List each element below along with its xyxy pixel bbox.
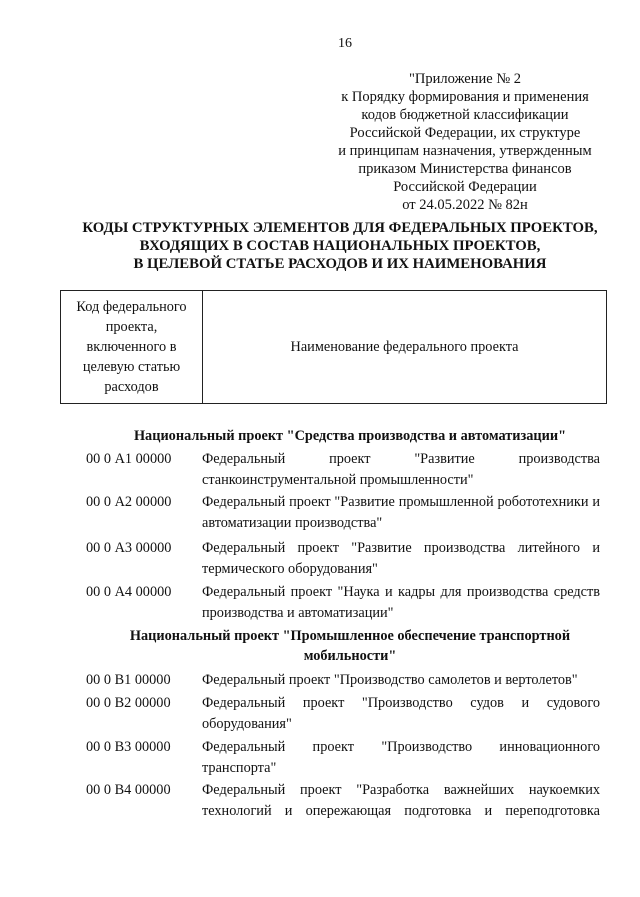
appendix-line: Российской Федерации, их структуре [349, 125, 581, 141]
header-code-line: Код федерального [76, 299, 187, 315]
appendix-reference [320, 70, 610, 214]
appendix-line: от 24.05.2022 № 82н [402, 197, 528, 213]
section-title: Национальный проект "Средства производства и автоматизации" [133, 428, 567, 444]
row-code: 00 0 В3 00000 [86, 739, 171, 755]
row-name: Федеральный проект "Производство инновационного транспорта" [202, 739, 600, 776]
row-code: 00 0 А4 00000 [86, 584, 172, 600]
row-name: Федеральный проект "Производство судов и судового оборудования" [202, 695, 600, 732]
row-name: Федеральный проект "Развитие промышленной робототехники и автоматизации производства" [202, 494, 600, 531]
header-code-column [61, 291, 203, 403]
title-line: ВХОДЯЩИХ В СОСТАВ НАЦИОНАЛЬНЫХ ПРОЕКТОВ, [139, 238, 541, 254]
appendix-line: кодов бюджетной классификации [361, 107, 569, 123]
header-code-line: расходов [104, 379, 159, 395]
row-code: 00 0 В1 00000 [86, 672, 171, 688]
row-code: 00 0 А1 00000 [86, 451, 172, 467]
row-code: 00 0 А3 00000 [86, 540, 172, 556]
header-name-column: Наименование федерального проекта [290, 338, 519, 355]
header-code-line: целевую статью [82, 359, 181, 375]
row-name: Федеральный проект "Наука и кадры для производства средств производства и автоматизации" [202, 584, 600, 621]
appendix-line: приказом Министерства финансов [358, 161, 572, 177]
appendix-line: "Приложение № 2 [408, 71, 522, 87]
row-name: Федеральный проект "Развитие производства литейного и термического оборудования" [202, 540, 600, 577]
table-header [60, 290, 607, 404]
row-code: 00 0 А2 00000 [86, 494, 172, 510]
title-line: В ЦЕЛЕВОЙ СТАТЬЕ РАСХОДОВ И ИХ НАИМЕНОВАНИЯ [133, 256, 547, 272]
appendix-line: Российской Федерации [393, 179, 537, 195]
document-title [60, 219, 620, 273]
row-name: Федеральный проект "Развитие производства станкоинструментальной промышленности" [202, 451, 600, 488]
row-name: Федеральный проект "Разработка важнейших наукоемких технологий и опережающая подготовка и переподготовка [202, 782, 600, 819]
row-name: Федеральный проект "Производство самолетов и вертолетов" [202, 672, 578, 688]
header-code-line: проекта, [105, 319, 158, 335]
page-number: 16 [338, 36, 352, 51]
row-code: 00 0 В4 00000 [86, 782, 171, 798]
section-title [90, 626, 610, 666]
section-title-line: Национальный проект "Промышленное обеспечение транспортной [129, 628, 571, 644]
appendix-line: и принципам назначения, утвержденным [338, 143, 592, 159]
header-code-line: включенного в [86, 339, 177, 355]
row-code: 00 0 В2 00000 [86, 695, 171, 711]
appendix-line: к Порядку формирования и применения [341, 89, 589, 105]
section-title-line: мобильности" [303, 648, 397, 664]
title-line: КОДЫ СТРУКТУРНЫХ ЭЛЕМЕНТОВ ДЛЯ ФЕДЕРАЛЬНЫХ ПРОЕКТОВ, [82, 220, 598, 236]
